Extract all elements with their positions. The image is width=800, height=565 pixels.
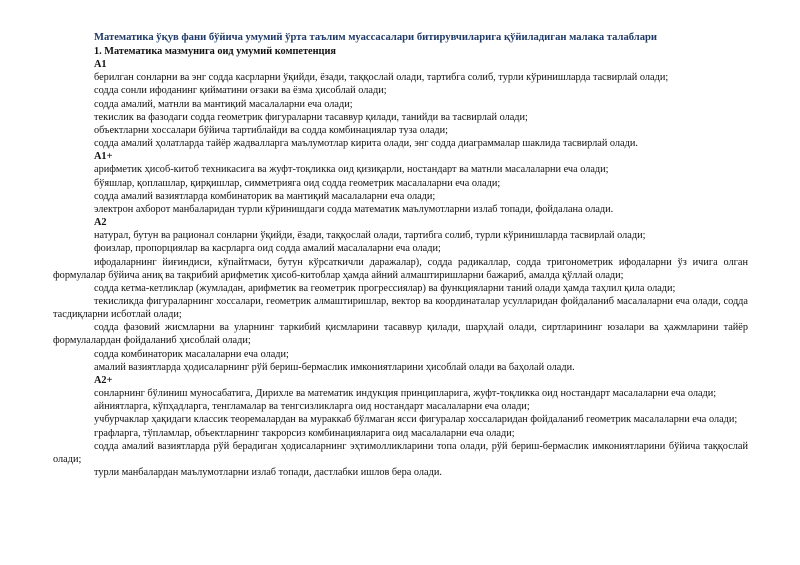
paragraph: графларга, тўпламлар, объектларнинг такрорсиз комбинацияларига оид масалаларни еча олади; — [94, 427, 515, 439]
paragraph: содда амалий вазиятларда рўй берадиган ҳодисаларнинг эҳтимолликларини топа олади, рўй бериш-бермаслик имкониятларини бўйича таққослай олади; — [53, 440, 748, 465]
paragraph: фоизлар, пропорциялар ва касрларга оид содда амалий масалаларни еча олади; — [94, 243, 441, 255]
level-heading-a1-plus: A1+ — [94, 151, 113, 163]
paragraph: текисликда фигураларнинг хоссалари, геометрик алмаштиришлар, вектор ва координаталар усулларидан фойдаланиб масалаларни еча олади, содда тасдиқларни исботлай олади; — [53, 295, 748, 321]
level-heading-a1: A1 — [94, 59, 107, 71]
paragraph: текислик ва фазодаги содда геометрик фигураларни тасаввур қилади, танийди ва тасвирлай олади; — [94, 111, 528, 123]
paragraph: бўяшлар, қоплашлар, қирқишлар, симметрияга оид содда геометрик масалаларни еча олади; — [94, 177, 501, 189]
document-title: Математика ўқув фани бўйича умумий ўрта таълим муассасалари битирувчиларига қўйиладиган малака талаблари — [94, 32, 658, 43]
paragraph: айниятларга, кўпҳадларга, тенгламалар ва тенгсизликларга оид ностандарт масалаларни еча олади; — [94, 401, 530, 413]
paragraph: содда амалий ҳолатларда тайёр жадвалларга маълумотлар кирита олади, энг содда диаграммалар шаклида тасвирлай олади. — [94, 138, 638, 150]
paragraph: натурал, бутун ва рационал сонларни ўқийди, ёзади, таққослай олади, тартибга солиб, турли кўринишларда тасвирлай олади; — [94, 230, 646, 242]
paragraph: сонларнинг бўлиниш муносабатига, Дирихле ва математик индукция принципларига, жуфт-тоқликка оид ностандарт масалаларни еча олади; — [94, 388, 717, 400]
level-heading-a2: A2 — [94, 217, 107, 229]
paragraph: берилган сонларни ва энг содда касрларни ўқийди, ёзади, таққослай олади, тартибга солиб, турли кўринишларда тасвирлай олади; — [94, 72, 669, 84]
section-heading: 1. Математика мазмунига оид умумий компетенция — [94, 46, 336, 57]
paragraph: ифодаларнинг йиғиндиси, кўпайтмаси, бутун кўрсаткичли даражалар), содда радикаллар, содда тригонометрик ифодаларни ўз ичига олган формулалар бўйича аниқ ва тақрибий арифметик ҳисоб-китоблар ҳамда айний алмаштиришларни бажариб, амалда қўллай олади; — [53, 256, 748, 281]
paragraph: турли манбалардан маълумотларни излаб топади, дастлабки ишлов бера олади. — [94, 467, 442, 478]
paragraph: арифметик ҳисоб-китоб техникасига ва жуфт-тоқликка оид қизиқарли, ностандарт ва матнли масалаларни еча олади; — [94, 164, 609, 176]
paragraph: содда сонли ифоданинг қийматини оғзаки ва ёзма ҳисоблай олади; — [94, 85, 387, 97]
paragraph: амалий вазиятларда ҳодисаларнинг рўй бериш-бермаслик имкониятларини ҳисоблай олади ва баҳолай олади. — [94, 361, 575, 373]
paragraph: содда амалий, матнли ва мантиқий масалаларни еча олади; — [94, 98, 353, 110]
paragraph: объектларни хоссалари бўйича тартиблайди ва содда комбинациялар туза олади; — [94, 124, 449, 136]
paragraph: электрон ахборот манбаларидан турли кўринишдаги содда математик маълумотларни излаб топади, фойдалана олади. — [94, 203, 614, 215]
level-heading-a2-plus: A2+ — [94, 374, 113, 386]
document-body — [53, 45, 748, 479]
paragraph: содда амалий вазиятларда комбинаторик ва мантиқий масалаларни еча олади; — [94, 190, 436, 202]
paragraph: содда комбинаторик масалаларни еча олади; — [94, 348, 289, 360]
paragraph: содда кетма-кетликлар (жумладан, арифметик ва геометрик прогрессиялар) ва функцияларни таний олади ҳамда таҳлил қила олади; — [94, 282, 676, 294]
paragraph: содда фазовий жисмларни ва уларнинг таркибий қисмларини тасаввур қилади, шарҳлай олади, сиртларининг юзалари ва ҳажмларини тайёр формулалардан фойдаланиб ҳисоблай олади; — [53, 322, 748, 347]
paragraph: учбурчаклар ҳақидаги классик теоремалардан ва мураккаб бўлмаган ясси фигуралар хоссаларидан фойдаланиб геометрик масалаларни еча олади; — [94, 414, 738, 426]
